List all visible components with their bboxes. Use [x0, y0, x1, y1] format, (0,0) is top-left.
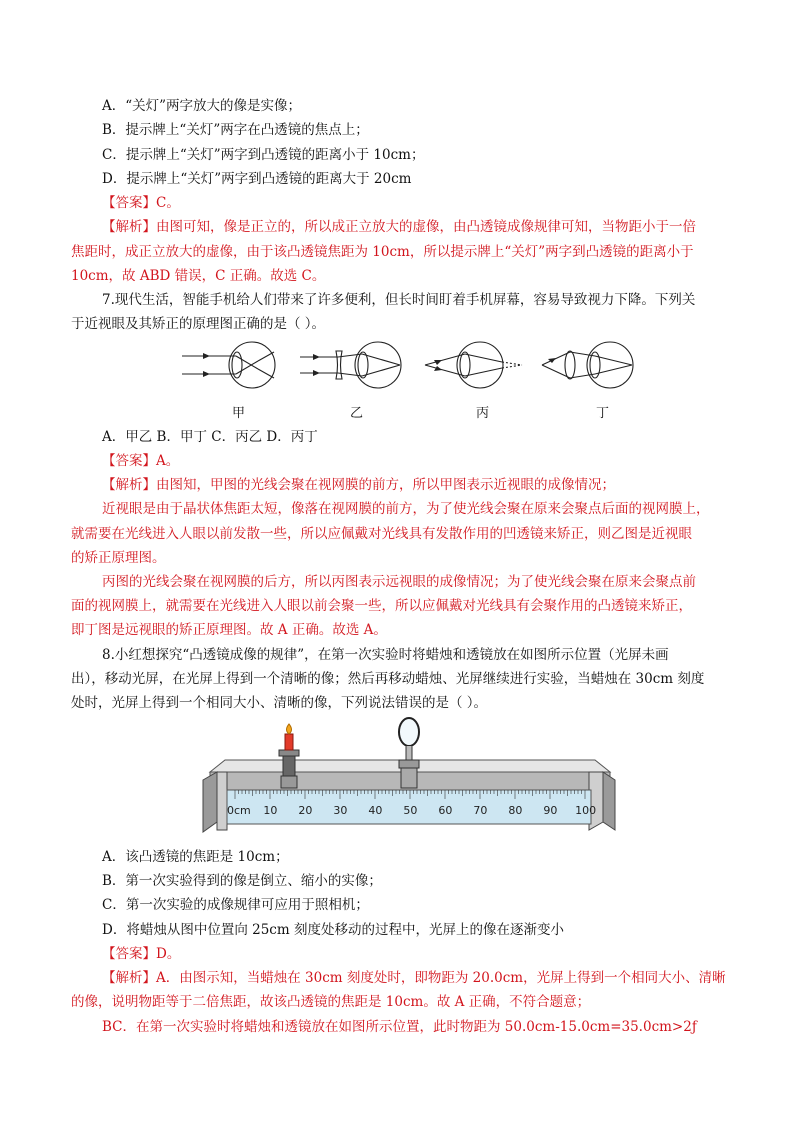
ruler-label: 50 [403, 804, 418, 817]
q6-option-c: C．提示牌上“关灯”两字到凸透镜的距离小于 10cm； [102, 147, 425, 163]
ruler-label: 20 [298, 804, 313, 817]
q6-analysis-line-2: 焦距时，成正立放大的虚像，由于该凸透镜焦距为 10cm，所以提示牌上“关灯”两字到凸透镜的距离小于 [71, 244, 694, 260]
eye-diagram-yi [300, 342, 401, 388]
ruler-label: 30 [333, 804, 348, 817]
ruler-label: 60 [438, 804, 453, 817]
eye-diagram-jia [182, 342, 275, 388]
q8-analysis-line-1: 【解析】A．由图示知，当蜡烛在 30cm 刻度处时，即物距为 20.0cm，光屏上得到一个相同大小、清晰 [102, 970, 726, 986]
q7-analysis-line-6: 面的视网膜上，就需要在光线进入人眼以前会聚一些，所以应佩戴对光线具有会聚作用的凸透镜来矫正， [71, 598, 692, 614]
q7-analysis-line-4: 的矫正原理图。 [71, 550, 166, 566]
q8-stem-line-2: 出），移动光屏，在光屏上得到一个清晰的像；然后再移动蜡烛、光屏继续进行实验，当蜡烛在 30cm 刻度 [71, 671, 705, 687]
lens-top-overlay [195, 716, 625, 746]
ruler-label: 40 [368, 804, 383, 817]
q8-stem-line-1: 8.小红想探究“凸透镜成像的规律”，在第一次实验时将蜡烛和透镜放在如图所示位置（光屏未画 [102, 647, 669, 663]
q7-analysis-line-5: 丙图的光线会聚在视网膜的后方，所以丙图表示远视眼的成像情况；为了使光线会聚在原来会聚点前 [102, 574, 696, 590]
ruler-label: 0cm [227, 804, 251, 817]
ruler-label: 70 [473, 804, 488, 817]
eye-diagram-bing [425, 342, 522, 388]
ruler-label: 90 [543, 804, 558, 817]
q8-analysis-line-3: BC．在第一次实验时将蜡烛和透镜放在如图所示位置，此时物距为 50.0cm-15.0cm=35.0cm>2ƒ [102, 1019, 697, 1035]
q6-option-d: D．提示牌上“关灯”两字到凸透镜的距离大于 20cm [102, 171, 412, 187]
ruler-label: 10 [263, 804, 278, 817]
figure-label-ding: 丁 [596, 406, 610, 421]
figure-label-bing: 丙 [476, 406, 490, 421]
q7-stem-line-1: 7.现代生活，智能手机给人们带来了许多便利，但长时间盯着手机屏幕，容易导致视力下降。下列关 [102, 292, 696, 308]
q7-analysis-line-7: 即丁图是远视眼的矫正原理图。故 A 正确。故选 A。 [71, 622, 387, 638]
ruler-label: 100 [575, 804, 597, 817]
q6-analysis-line-1: 【解析】由图可知，像是正立的，所以成正立放大的虚像，由凸透镜成像规律可知，当物距小于一倍 [102, 219, 696, 235]
q8-option-d: D．将蜡烛从图中位置向 25cm 刻度处移动的过程中，光屏上的像在逐渐变小 [102, 922, 564, 938]
q8-option-c: C．第一次实验的成像规律可应用于照相机； [102, 897, 369, 913]
q7-stem-line-2: 于近视眼及其矫正的原理图正确的是（ ）。 [71, 316, 326, 332]
q6-option-b: B．提示牌上“关灯”两字在凸透镜的焦点上； [102, 122, 369, 138]
figure-label-jia: 甲 [232, 406, 246, 421]
eye-diagram-ding [542, 342, 633, 388]
q8-analysis-line-2: 的像，说明物距等于二倍焦距，故该凸透镜的焦距是 10cm。故 A 正确，不符合题意； [71, 994, 591, 1010]
q7-options: A．甲乙 B．甲丁 C．丙乙 D．丙丁 [102, 429, 318, 445]
q8-option-a: A．该凸透镜的焦距是 10cm； [102, 849, 289, 865]
q8-stem-line-3: 处时，光屏上得到一个相同大小、清晰的像，下列说法错误的是（ ）。 [71, 695, 488, 711]
q6-analysis-line-3: 10cm，故 ABD 错误，C 正确。故选 C。 [71, 268, 326, 284]
q7-analysis-line-2: 近视眼是由于晶状体焦距太短，像落在视网膜的前方，为了使光线会聚在原来会聚点后面的视网膜上， [102, 501, 710, 517]
q8-answer: 【答案】D。 [102, 946, 181, 962]
q8-option-b: B．第一次实验得到的像是倒立、缩小的实像； [102, 873, 382, 889]
q6-option-a: A．“关灯”两字放大的像是实像； [102, 98, 302, 114]
q7-analysis-line-1: 【解析】由图知，甲图的光线会聚在视网膜的前方，所以甲图表示近视眼的成像情况； [102, 477, 615, 493]
q7-analysis-line-3: 就需要在光线进入人眼以前发散一些，所以应佩戴对光线具有发散作用的凹透镜来矫正，则乙图是近视眼 [71, 526, 692, 542]
q7-answer: 【答案】A。 [102, 453, 180, 469]
q6-answer: 【答案】C。 [102, 195, 180, 211]
figure-label-yi: 乙 [350, 406, 364, 421]
ruler-label: 80 [508, 804, 523, 817]
